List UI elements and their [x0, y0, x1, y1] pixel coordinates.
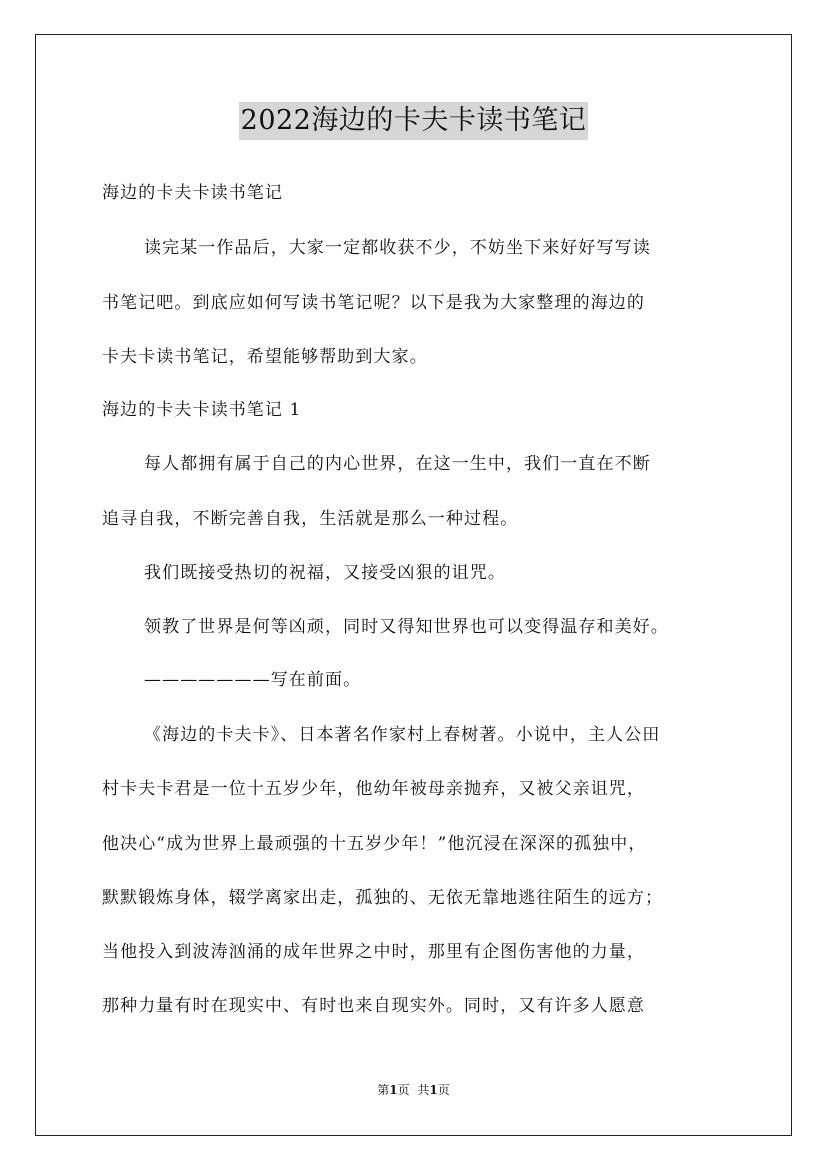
footer-page-suffix: 页	[397, 1083, 410, 1097]
footer-total-prefix: 共	[417, 1083, 430, 1097]
paragraph-line: 默默锻炼身体，辍学离家出走，孤独的、无依无靠地逃往陌生的远方；	[102, 888, 664, 908]
page-footer	[0, 1082, 827, 1098]
document-title: 2022海边的卡夫卡读书笔记	[239, 102, 589, 140]
paragraph-line: 追寻自我，不断完善自我，生活就是那么一种过程。	[102, 509, 519, 529]
paragraph-line: 他决心“成为世界上最顽强的十五岁少年！”他沉浸在深深的孤独中，	[102, 834, 647, 854]
paragraph-line: 《海边的卡夫卡》、日本著名作家村上春树著。小说中，主人公田	[144, 725, 661, 745]
paragraph-line: 书笔记吧。到底应如何写读书笔记呢？以下是我为大家整理的海边的	[102, 293, 645, 313]
paragraph-line: 当他投入到波涛汹涌的成年世界之中时，那里有企图伤害他的力量，	[102, 942, 645, 962]
paragraph-line: 领教了世界是何等凶顽，同时又得知世界也可以变得温存和美好。	[144, 617, 669, 637]
paragraph-line: 那种力量有时在现实中、有时也来自现实外。同时，又有许多人愿意	[102, 996, 645, 1016]
paragraph-line: 每人都拥有属于自己的内心世界，在这一生中，我们一直在不断	[144, 454, 651, 474]
section-heading: 海边的卡夫卡读书笔记 1	[102, 400, 302, 420]
title-container	[0, 102, 827, 140]
subtitle-line: 海边的卡夫卡读书笔记	[102, 183, 283, 203]
paragraph-line: 读完某一作品后，大家一定都收获不少，不妨坐下来好好写写读	[144, 238, 651, 258]
paragraph-line: 我们既接受热切的祝福，又接受凶狠的诅咒。	[144, 563, 506, 583]
footer-total-pages: 1	[429, 1083, 438, 1097]
paragraph-line: 卡夫卡读书笔记，希望能够帮助到大家。	[102, 347, 428, 367]
footer-prefix: 第	[377, 1083, 390, 1097]
footer-total-suffix: 页	[437, 1083, 450, 1097]
footer-page-number: 1	[389, 1083, 398, 1097]
paragraph-line: 村卡夫卡君是一位十五岁少年，他幼年被母亲抛弃，又被父亲诅咒，	[102, 779, 645, 799]
paragraph-line: ———————写在前面。	[144, 670, 362, 690]
